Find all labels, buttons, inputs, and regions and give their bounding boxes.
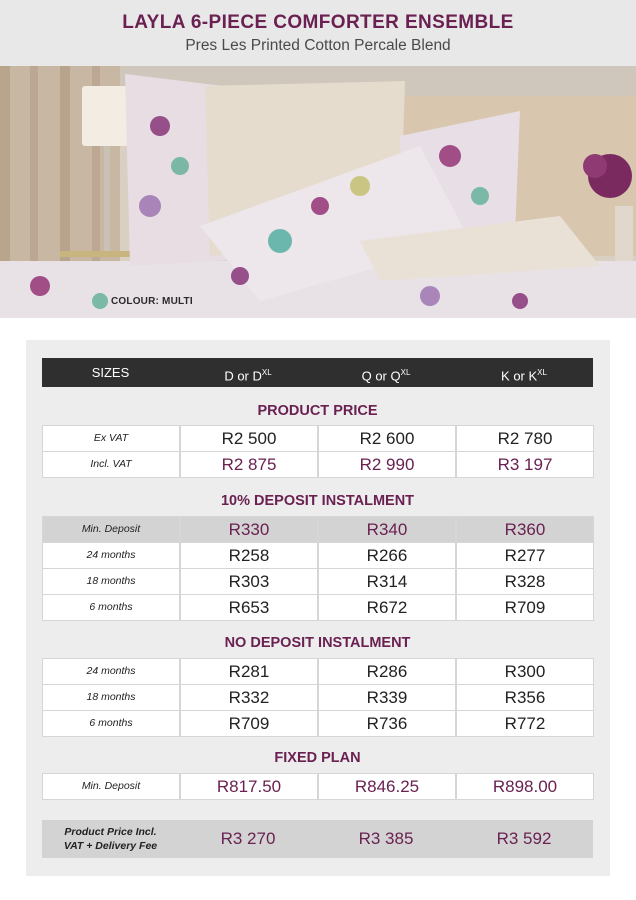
column-header-queen: Q or $Q^{XL}$ [361, 368, 411, 384]
product-price-grid [42, 425, 594, 478]
price-cell: R360 [457, 517, 593, 542]
table-row [42, 452, 594, 477]
price-cell: R340 [319, 517, 455, 542]
price-cell: R286 [319, 659, 455, 684]
colour-label: COLOUR: MULTI [111, 296, 193, 307]
price-cell: R2 875 [181, 452, 317, 477]
price-cell: R736 [319, 711, 455, 736]
table-row [42, 543, 594, 568]
product-subtitle: Pres Les Printed Cotton Percale Blend [185, 37, 451, 54]
row-label: Ex VAT [43, 426, 179, 451]
price-cell: R846.25 [319, 774, 455, 799]
price-cell: R898.00 [457, 774, 593, 799]
bedroom-illustration [0, 66, 636, 318]
table-row [42, 595, 594, 620]
total-price-cell: R3 385 [358, 829, 414, 848]
total-price-cell: R3 592 [496, 829, 552, 848]
price-cell: R300 [457, 659, 593, 684]
row-label: Min. Deposit [43, 517, 179, 542]
price-cell: R266 [319, 543, 455, 568]
price-cell: R339 [319, 685, 455, 710]
row-label: Incl. VAT [43, 452, 179, 477]
price-cell: R817.50 [181, 774, 317, 799]
no-deposit-instalment-grid [42, 658, 594, 737]
table-row [42, 517, 594, 542]
price-cell: R258 [181, 543, 317, 568]
fixed-plan-grid [42, 773, 594, 800]
page-header [0, 0, 636, 66]
price-cell: R277 [457, 543, 593, 568]
table-row [42, 711, 594, 736]
row-label: 24 months [43, 659, 179, 684]
total-price-label-line2: VAT + Delivery Fee [63, 840, 158, 852]
deposit-instalment-grid [42, 516, 594, 621]
table-row [42, 426, 594, 451]
price-cell: R303 [181, 569, 317, 594]
product-photo [0, 66, 636, 318]
column-header-sizes: SIZES [91, 365, 130, 380]
table-header [42, 358, 593, 387]
column-header-king: K or $K^{XL}$ [501, 368, 547, 384]
table-row [42, 659, 594, 684]
price-cell: R2 990 [319, 452, 455, 477]
price-cell: R281 [181, 659, 317, 684]
table-row [42, 569, 594, 594]
table-row [42, 774, 594, 799]
row-label: 6 months [43, 711, 179, 736]
price-cell: R772 [457, 711, 593, 736]
price-cell: R709 [457, 595, 593, 620]
product-title: LAYLA 6-PIECE COMFORTER ENSEMBLE [122, 12, 514, 33]
price-cell: R314 [319, 569, 455, 594]
price-cell: R2 500 [181, 426, 317, 451]
price-cell: R356 [457, 685, 593, 710]
row-label: 24 months [43, 543, 179, 568]
price-cell: R672 [319, 595, 455, 620]
row-label: 18 months [43, 685, 179, 710]
row-label: 6 months [43, 595, 179, 620]
column-header-double: D or $D^{XL}$ [224, 368, 272, 384]
section-title-no-deposit-instalment: NO DEPOSIT INSTALMENT [224, 635, 411, 651]
price-cell: R3 197 [457, 452, 593, 477]
price-cell: R2 600 [319, 426, 455, 451]
row-label: Min. Deposit [43, 774, 179, 799]
total-price-label [42, 825, 179, 853]
price-cell: R330 [181, 517, 317, 542]
table-row [42, 685, 594, 710]
total-price-label-line1: Product Price Incl. [64, 826, 157, 838]
total-price-cell: R3 270 [220, 829, 276, 848]
section-title-fixed-plan: FIXED PLAN [274, 750, 361, 766]
price-cell: R328 [457, 569, 593, 594]
row-label: 18 months [43, 569, 179, 594]
price-cell: R653 [181, 595, 317, 620]
section-title-deposit-instalment: 10% DEPOSIT INSTALMENT [220, 493, 415, 509]
price-cell: R2 780 [457, 426, 593, 451]
total-price-row [42, 820, 593, 858]
price-cell: R332 [181, 685, 317, 710]
price-cell: R709 [181, 711, 317, 736]
section-title-product-price: PRODUCT PRICE [257, 403, 378, 419]
